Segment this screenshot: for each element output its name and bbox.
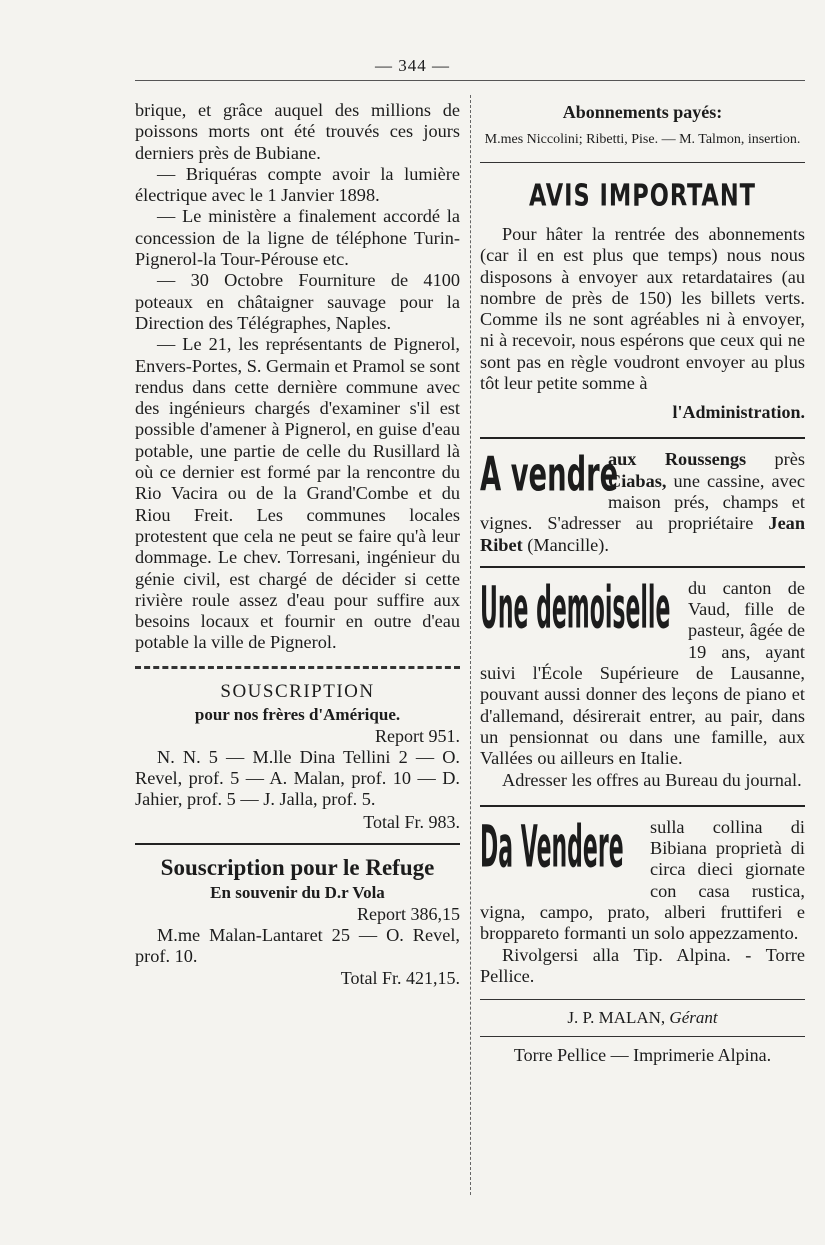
column-divider bbox=[470, 95, 471, 1195]
demoiselle-contact: Adresser les offres au Bureau du journal. bbox=[502, 769, 802, 790]
gerant-name: J. P. MALAN, bbox=[567, 1008, 666, 1028]
avis-text: Pour hâter la rentrée des abonnements (car il en est plus que temps) nous nous disposons à envoyer aux retardataires (au nombre de près de 150) les billets verts. Comme ils ne sont agréables ni à envoyer, ni à recevoir, nous espérons que ceux qui ne sont pas en règle voudront envoyer au plus tôt leur petite somme à bbox=[480, 224, 805, 394]
demoiselle-text: du canton de Vaud, fille de pasteur, âgée de 19 ans, ayant suivi l'École Supérieure de Lausanne, pouvant aussi donner des leçons de piano et d'allemand, désirerait entrer, au pair, dans un pensionnat ou dans une famille, aux Vallées ou ailleurs en Italie. bbox=[480, 577, 805, 769]
news-paragraph: — Briquéras compte avoir la lumière électrique avec le 1 Janvier 1898. bbox=[135, 163, 460, 206]
news-paragraph: — Le 21, les représentants de Pignerol, Envers-Portes, S. Germain et Pramol se sont rendus dans cette dernière commune avec des ingénieurs chargés d'examiner s'il est possible d'amener à Pignerol, en guise d'eau potable, une partie de celle du Rusillard là où ce dernier est formé par la rencontre du Rio Vacira ou de la Grand'Combe et du Riou Freit. Les communes locales protestent que cela ne peut se faire qu'à leur dommage. Le chev. Torresani, ingénieur du génie civil, est chargé de décider si cette rivière roule assez d'eau pour suffire aux besoins locaux et fournir en outre d'eau potable la ville de Pignerol. bbox=[135, 334, 460, 653]
page-number: — 344 — bbox=[375, 56, 450, 75]
refuge-entries: M.me Malan-Lantaret 25 — O. Revel, prof. 10. bbox=[135, 924, 460, 966]
souscription-title: SOUSCRIPTION bbox=[220, 680, 375, 702]
a-vendre-headline: A vendre bbox=[480, 446, 619, 502]
section-divider bbox=[135, 666, 460, 669]
section-divider bbox=[135, 843, 460, 845]
souscription-total: Total Fr. 983. bbox=[363, 811, 460, 832]
refuge-title: Souscription pour le Refuge bbox=[160, 854, 435, 880]
refuge-subtitle: En souvenir du D.r Vola bbox=[210, 882, 385, 902]
section-divider bbox=[480, 162, 805, 163]
a-vendre-locality: (Mancille). bbox=[527, 534, 609, 555]
left-column bbox=[135, 100, 460, 989]
da-vendere-contact: Rivolgersi alla Tip. Alpina. - Torre Pellice. bbox=[480, 944, 805, 986]
a-vendre-description: une cassine, avec maison prés, champs et vignes. S'adresser au propriétaire bbox=[480, 470, 805, 534]
right-column bbox=[480, 100, 805, 1066]
demoiselle-ad bbox=[480, 574, 805, 791]
header-rule bbox=[135, 80, 805, 81]
a-vendre-place: aux Roussengs bbox=[608, 449, 747, 470]
a-vendre-word: près bbox=[774, 449, 805, 470]
refuge-section bbox=[135, 855, 460, 990]
abonnements-title: Abonnements payés: bbox=[562, 102, 723, 122]
refuge-report: Report 386,15 bbox=[357, 903, 460, 924]
da-vendere-text: sulla collina di Bibiana proprietà di circa dieci giornate con casa rustica, vigna, campo, prato, alberi fruttiferi e broppareto formanti un solo appezzamento. bbox=[480, 816, 805, 944]
section-divider bbox=[480, 999, 805, 1000]
abonnements-text: M.mes Niccolini; Ribetti, Pise. — M. Talmon, insertion. bbox=[484, 132, 801, 147]
section-divider bbox=[480, 805, 805, 807]
gerant-line bbox=[480, 1008, 805, 1028]
souscription-report: Report 951. bbox=[375, 725, 460, 746]
gerant-role: Gérant bbox=[669, 1008, 718, 1028]
souscription-subtitle: pour nos frères d'Amérique. bbox=[194, 704, 401, 724]
imprimerie-footer: Torre Pellice — Imprimerie Alpina. bbox=[513, 1045, 772, 1066]
section-divider bbox=[480, 437, 805, 439]
souscription-entries: N. N. 5 — M.lle Dina Tellini 2 — O. Revel, prof. 5 — A. Malan, prof. 10 — D. Jahier, prof. 5 — J. Jalla, prof. 5. bbox=[135, 746, 460, 810]
a-vendre-owner: Jean Ribet bbox=[480, 513, 805, 555]
news-paragraph: — Le ministère a finalement accordé la concession de la ligne de téléphone Turin-Pignerol-la Tour-Pérouse etc. bbox=[135, 206, 460, 270]
section-divider bbox=[480, 566, 805, 568]
refuge-total: Total Fr. 421,15. bbox=[340, 968, 460, 989]
souscription-section bbox=[135, 681, 460, 833]
avis-signature: l'Administration. bbox=[672, 402, 805, 423]
da-vendere-headline: Da Vendere bbox=[480, 813, 624, 881]
news-paragraph: — 30 Octobre Fourniture de 4100 poteaux en châtaigner sauvage pour la Direction des Télégraphes, Naples. bbox=[135, 270, 460, 333]
a-vendre-ad bbox=[480, 446, 805, 555]
news-paragraph: brique, et grâce auquel des millions de poissons morts ont été trouvés ces jours derniers près de Bubiane. bbox=[135, 100, 460, 163]
demoiselle-headline: Une demoiselle bbox=[480, 574, 671, 642]
section-divider bbox=[480, 1036, 805, 1037]
avis-title: AVIS IMPORTANT bbox=[528, 178, 757, 213]
da-vendere-ad bbox=[480, 813, 805, 987]
a-vendre-place-2: Ciabas, bbox=[608, 470, 667, 491]
